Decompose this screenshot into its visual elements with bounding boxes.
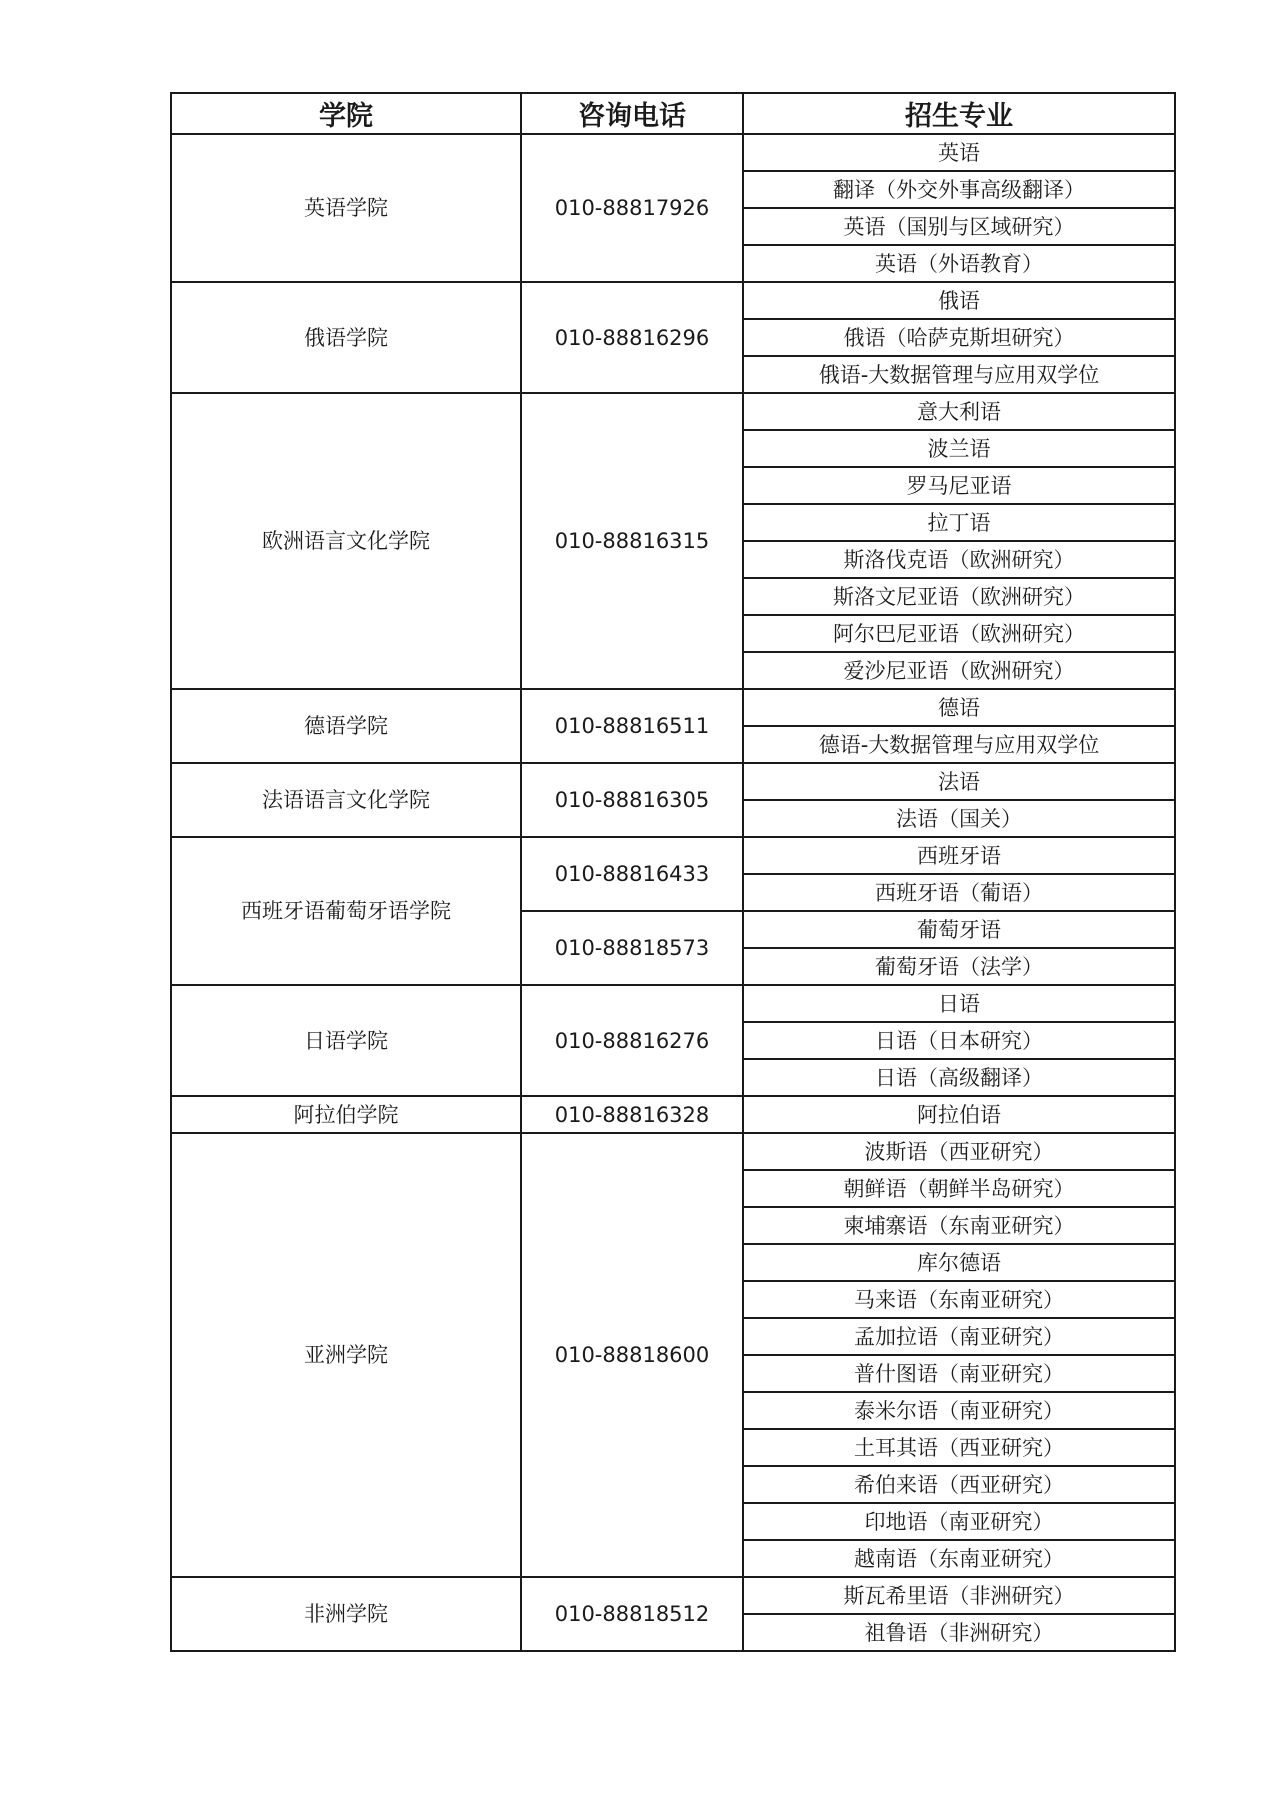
- major-cell: 孟加拉语（南亚研究）: [743, 1318, 1175, 1355]
- table-row: [171, 837, 1175, 874]
- header-college: 学院: [171, 93, 521, 134]
- college-name-cell: 西班牙语葡萄牙语学院: [171, 837, 521, 985]
- major-cell: 日语: [743, 985, 1175, 1022]
- major-cell: 普什图语（南亚研究）: [743, 1355, 1175, 1392]
- header-row: [171, 93, 1175, 134]
- phone-cell: 010-88816276: [521, 985, 743, 1096]
- table-row: [171, 985, 1175, 1022]
- major-cell: 英语: [743, 134, 1175, 171]
- major-cell: 马来语（东南亚研究）: [743, 1281, 1175, 1318]
- major-cell: 斯瓦希里语（非洲研究）: [743, 1577, 1175, 1614]
- admissions-table: [170, 92, 1176, 1652]
- major-cell: 俄语（哈萨克斯坦研究）: [743, 319, 1175, 356]
- major-cell: 土耳其语（西亚研究）: [743, 1429, 1175, 1466]
- table-row: [171, 763, 1175, 800]
- major-cell: 阿拉伯语: [743, 1096, 1175, 1133]
- table-row: [171, 134, 1175, 171]
- major-cell: 法语: [743, 763, 1175, 800]
- table-row: [171, 282, 1175, 319]
- table-row: [171, 1096, 1175, 1133]
- major-cell: 柬埔寨语（东南亚研究）: [743, 1207, 1175, 1244]
- major-cell: 斯洛文尼亚语（欧洲研究）: [743, 578, 1175, 615]
- major-cell: 英语（外语教育）: [743, 245, 1175, 282]
- header-phone: 咨询电话: [521, 93, 743, 134]
- major-cell: 越南语（东南亚研究）: [743, 1540, 1175, 1577]
- major-cell: 俄语: [743, 282, 1175, 319]
- table-row: [171, 689, 1175, 726]
- major-cell: 西班牙语: [743, 837, 1175, 874]
- college-name-cell: 德语学院: [171, 689, 521, 763]
- college-name-cell: 非洲学院: [171, 1577, 521, 1651]
- major-cell: 爱沙尼亚语（欧洲研究）: [743, 652, 1175, 689]
- major-cell: 库尔德语: [743, 1244, 1175, 1281]
- college-name-cell: 法语语言文化学院: [171, 763, 521, 837]
- major-cell: 俄语-大数据管理与应用双学位: [743, 356, 1175, 393]
- table-row: [171, 1577, 1175, 1614]
- table-body: [171, 134, 1175, 1651]
- major-cell: 意大利语: [743, 393, 1175, 430]
- major-cell: 泰米尔语（南亚研究）: [743, 1392, 1175, 1429]
- major-cell: 希伯来语（西亚研究）: [743, 1466, 1175, 1503]
- college-name-cell: 欧洲语言文化学院: [171, 393, 521, 689]
- table-row: [171, 393, 1175, 430]
- major-cell: 葡萄牙语: [743, 911, 1175, 948]
- major-cell: 德语-大数据管理与应用双学位: [743, 726, 1175, 763]
- phone-cell: 010-88818600: [521, 1133, 743, 1577]
- college-name-cell: 阿拉伯学院: [171, 1096, 521, 1133]
- major-cell: 翻译（外交外事高级翻译）: [743, 171, 1175, 208]
- major-cell: 波兰语: [743, 430, 1175, 467]
- phone-cell: 010-88816328: [521, 1096, 743, 1133]
- college-name-cell: 俄语学院: [171, 282, 521, 393]
- major-cell: 阿尔巴尼亚语（欧洲研究）: [743, 615, 1175, 652]
- major-cell: 拉丁语: [743, 504, 1175, 541]
- phone-cell: 010-88816305: [521, 763, 743, 837]
- college-name-cell: 英语学院: [171, 134, 521, 282]
- phone-cell: 010-88817926: [521, 134, 743, 282]
- phone-cell: 010-88818512: [521, 1577, 743, 1651]
- major-cell: 日语（高级翻译）: [743, 1059, 1175, 1096]
- header-majors: 招生专业: [743, 93, 1175, 134]
- major-cell: 葡萄牙语（法学）: [743, 948, 1175, 985]
- table-row: [171, 1133, 1175, 1170]
- phone-cell: 010-88816433: [521, 837, 743, 911]
- major-cell: 罗马尼亚语: [743, 467, 1175, 504]
- major-cell: 日语（日本研究）: [743, 1022, 1175, 1059]
- major-cell: 祖鲁语（非洲研究）: [743, 1614, 1175, 1651]
- phone-cell: 010-88818573: [521, 911, 743, 985]
- phone-cell: 010-88816315: [521, 393, 743, 689]
- major-cell: 法语（国关）: [743, 800, 1175, 837]
- major-cell: 西班牙语（葡语）: [743, 874, 1175, 911]
- college-name-cell: 日语学院: [171, 985, 521, 1096]
- major-cell: 波斯语（西亚研究）: [743, 1133, 1175, 1170]
- college-name-cell: 亚洲学院: [171, 1133, 521, 1577]
- major-cell: 印地语（南亚研究）: [743, 1503, 1175, 1540]
- major-cell: 朝鲜语（朝鲜半岛研究）: [743, 1170, 1175, 1207]
- major-cell: 英语（国别与区域研究）: [743, 208, 1175, 245]
- major-cell: 斯洛伐克语（欧洲研究）: [743, 541, 1175, 578]
- phone-cell: 010-88816296: [521, 282, 743, 393]
- major-cell: 德语: [743, 689, 1175, 726]
- phone-cell: 010-88816511: [521, 689, 743, 763]
